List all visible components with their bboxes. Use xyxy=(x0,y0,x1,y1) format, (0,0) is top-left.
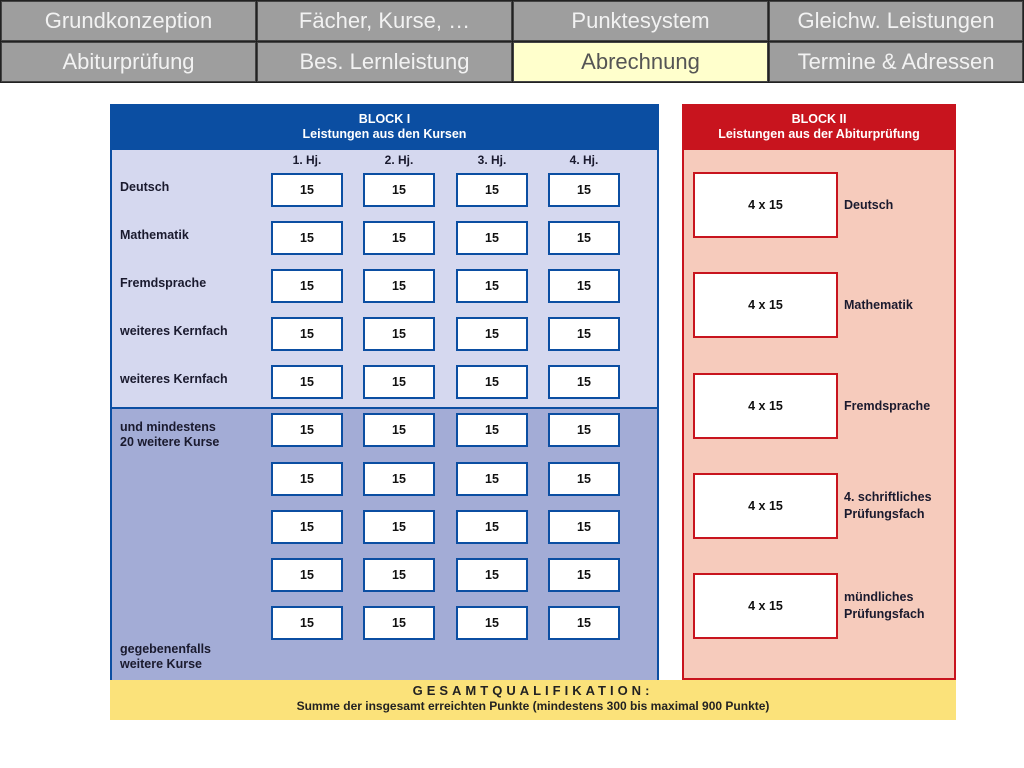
points-field: 15 xyxy=(271,462,343,496)
block-2 xyxy=(682,104,956,680)
nav-tab-grundkonzeption[interactable]: Grundkonzeption xyxy=(1,1,256,41)
total-title: GESAMTQUALIFIKATION: xyxy=(412,683,654,698)
points-field: 15 xyxy=(363,413,435,447)
exam-points-field: 4 x 15 xyxy=(693,172,838,238)
points-field: 15 xyxy=(548,269,620,303)
points-field: 15 xyxy=(271,606,343,640)
block-1-subtitle: Leistungen aus den Kursen xyxy=(302,127,467,141)
points-field: 15 xyxy=(271,317,343,351)
points-field: 15 xyxy=(363,365,435,399)
points-field: 15 xyxy=(363,606,435,640)
block-1-header xyxy=(112,106,657,150)
nav-tab-punktesystem[interactable]: Punktesystem xyxy=(513,1,768,41)
exam-subject-label: Deutsch xyxy=(844,197,894,212)
points-field: 15 xyxy=(271,413,343,447)
exam-points-field: 4 x 15 xyxy=(693,272,838,338)
block-2-header xyxy=(684,106,954,150)
points-field: 15 xyxy=(363,269,435,303)
course-label: weiteres Kernfach xyxy=(120,372,228,386)
course-label: Fremdsprache xyxy=(120,276,207,290)
nav-tab-fächer-kurse[interactable]: Fächer, Kurse, … xyxy=(257,1,512,41)
nav-tab-gleichw-leistungen[interactable]: Gleichw. Leistungen xyxy=(769,1,1023,41)
halfyear-header: 1. Hj. xyxy=(292,153,322,167)
points-field: 15 xyxy=(456,510,528,544)
block-2-title: BLOCK II xyxy=(791,112,847,126)
points-field: 15 xyxy=(548,413,620,447)
exam-subject-label: Fremdsprache xyxy=(844,398,931,413)
points-field: 15 xyxy=(456,558,528,592)
course-label: Deutsch xyxy=(120,180,170,194)
points-field: 15 xyxy=(548,317,620,351)
points-field: 15 xyxy=(456,269,528,303)
points-field: 15 xyxy=(363,462,435,496)
points-field: 15 xyxy=(271,558,343,592)
course-label: weiteres Kernfach xyxy=(120,324,228,338)
halfyear-header: 2. Hj. xyxy=(384,153,414,167)
exam-points-field: 4 x 15 xyxy=(693,373,838,439)
block-1-title: BLOCK I xyxy=(358,112,411,126)
points-field: 15 xyxy=(363,317,435,351)
nav-tab-termine-adressen[interactable]: Termine & Adressen xyxy=(769,42,1023,82)
points-field: 15 xyxy=(271,221,343,255)
points-field: 15 xyxy=(548,365,620,399)
total-text: Summe der insgesamt erreichten Punkte (mindestens 300 bis maximal 900 Punkte) xyxy=(296,699,770,713)
points-field: 15 xyxy=(548,173,620,207)
points-field: 15 xyxy=(548,510,620,544)
points-field: 15 xyxy=(456,413,528,447)
exam-subject-label: Mathematik xyxy=(844,297,913,312)
total-qualification-bar xyxy=(110,680,956,720)
points-field: 15 xyxy=(456,173,528,207)
points-field: 15 xyxy=(363,510,435,544)
points-field: 15 xyxy=(456,221,528,255)
nav-tab-abiturprüfung[interactable]: Abiturprüfung xyxy=(1,42,256,82)
halfyear-header: 4. Hj. xyxy=(569,153,599,167)
exam-subject-label: 4. schriftliches Prüfungsfach xyxy=(844,490,932,521)
points-field: 15 xyxy=(456,365,528,399)
points-field: 15 xyxy=(548,606,620,640)
points-field: 15 xyxy=(271,365,343,399)
points-field: 15 xyxy=(363,173,435,207)
exam-points-field: 4 x 15 xyxy=(693,573,838,639)
points-field: 15 xyxy=(363,558,435,592)
course-label: und mindestens 20 weitere Kurse xyxy=(120,420,220,449)
exam-subject-label: mündliches Prüfungsfach xyxy=(844,590,925,621)
points-field: 15 xyxy=(456,462,528,496)
nav-tab-bes-lernleistung[interactable]: Bes. Lernleistung xyxy=(257,42,512,82)
halfyear-header: 3. Hj. xyxy=(477,153,507,167)
points-field: 15 xyxy=(548,558,620,592)
points-field: 15 xyxy=(548,221,620,255)
points-field: 15 xyxy=(271,173,343,207)
points-field: 15 xyxy=(271,269,343,303)
block-1 xyxy=(110,104,659,680)
block-2-subtitle: Leistungen aus der Abiturprüfung xyxy=(718,127,920,141)
points-field: 15 xyxy=(271,510,343,544)
points-field: 15 xyxy=(456,317,528,351)
exam-points-field: 4 x 15 xyxy=(693,473,838,539)
points-field: 15 xyxy=(548,462,620,496)
nav-grid xyxy=(0,0,1024,83)
points-field: 15 xyxy=(456,606,528,640)
footer-course-label: gegebenenfalls weitere Kurse xyxy=(120,642,211,671)
points-field: 15 xyxy=(363,221,435,255)
nav-tab-abrechnung[interactable]: Abrechnung xyxy=(513,42,768,82)
course-label: Mathematik xyxy=(120,228,189,242)
